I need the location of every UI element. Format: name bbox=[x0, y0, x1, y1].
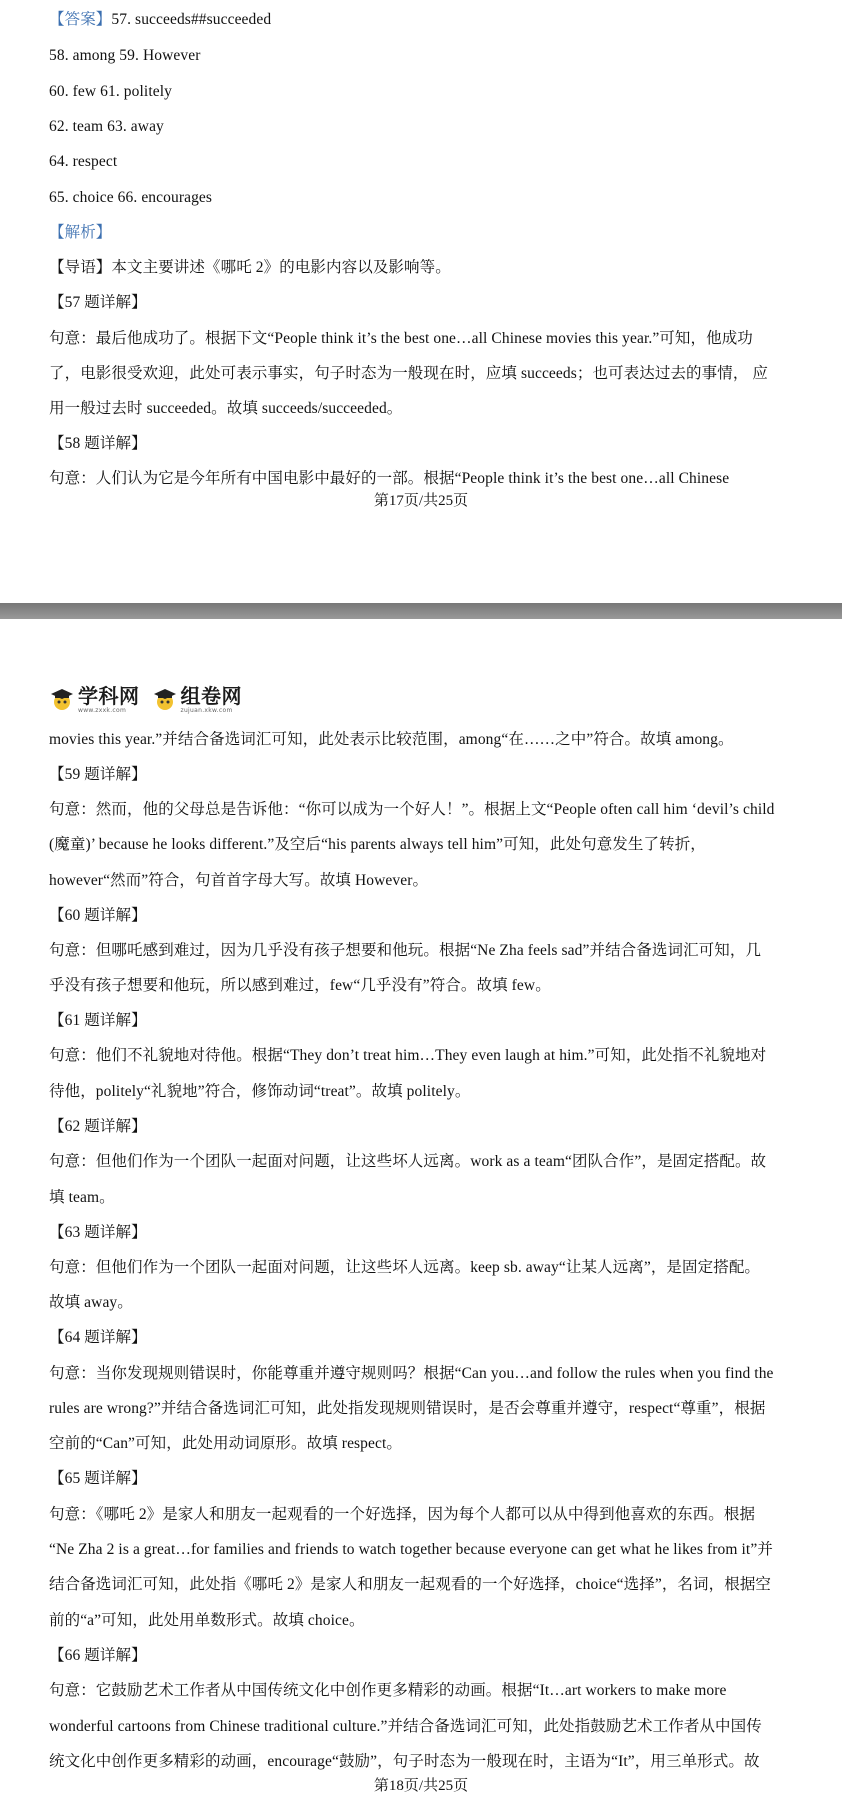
section-heading: 【66 题详解】 bbox=[49, 1647, 147, 1664]
answer-line: 64. respect bbox=[49, 153, 118, 170]
page-separator bbox=[0, 603, 842, 619]
explanation-line: 了，电影很受欢迎，此处可表示事实，句子时态为一般现在时，应填 succeeds；也可表达过去的事情， 应 bbox=[49, 365, 769, 382]
answer-line: 62. team 63. away bbox=[49, 118, 164, 135]
explanation-line: 前的“a”可知，此处用单数形式。故填 choice。 bbox=[49, 1612, 365, 1629]
explanation-line: 待他，politely“礼貌地”符合，修饰动词“treat”。故填 politely。 bbox=[49, 1083, 471, 1100]
explanation-line: 用一般过去时 succeeded。故填 succeeds/succeeded。 bbox=[49, 400, 403, 417]
guide-text: 【导语】本文主要讲述《哪吒 2》的电影内容以及影响等。 bbox=[49, 259, 451, 276]
logo-name: 组卷网 bbox=[180, 684, 242, 708]
logo-xuekewang bbox=[49, 686, 140, 714]
graduate-cap-icon bbox=[152, 686, 178, 712]
explanation-line: 句意：当你发现规则错误时，你能尊重并遵守规则吗？根据“Can you…and follow the rules when you find the bbox=[49, 1365, 774, 1382]
answer-line: 65. choice 66. encourages bbox=[49, 189, 213, 206]
section-heading: 【62 题详解】 bbox=[49, 1118, 147, 1135]
explanation-line: 结合备选词汇可知，此处指《哪吒 2》是家人和朋友一起观看的一个好选择，choice“选择”，名词，根据空 bbox=[49, 1576, 772, 1593]
logo-name: 学科网 bbox=[78, 684, 140, 708]
section-heading: 【60 题详解】 bbox=[49, 907, 147, 924]
explanation-line: 故填 away。 bbox=[49, 1294, 133, 1311]
answer-line bbox=[49, 10, 271, 30]
explanation-line: 统文化中创作更多精彩的动画，encourage“鼓励”，句子时态为一般现在时，主语为“It”，用三单形式。故 bbox=[49, 1753, 760, 1770]
answer-label: 【答案】 bbox=[49, 11, 112, 28]
explanation-line: 句意：人们认为它是今年所有中国电影中最好的一部。根据“People think it’s the best one…all Chinese bbox=[49, 470, 730, 487]
logo-url: www.zxxk.com bbox=[78, 707, 127, 714]
explanation-line: 句意：但哪吒感到难过，因为几乎没有孩子想要和他玩。根据“Ne Zha feels sad”并结合备选词汇可知，几 bbox=[49, 942, 762, 959]
explanation-line: 填 team。 bbox=[49, 1189, 115, 1206]
explanation-line: 乎没有孩子想要和他玩，所以感到难过，few“几乎没有”符合。故填 few。 bbox=[49, 977, 551, 994]
page-footer: 第18页/共25页 bbox=[373, 1778, 469, 1794]
explanation-line: 句意：但他们作为一个团队一起面对问题，让这些坏人远离。work as a team“团队合作”，是固定搭配。故 bbox=[49, 1153, 767, 1170]
explanation-line: 句意：他们不礼貌地对待他。根据“They don’t treat him…They even laugh at him.”可知，此处指不礼貌地对 bbox=[49, 1047, 767, 1064]
answer-text: 57. succeeds##succeeded bbox=[111, 11, 272, 28]
page-footer: 第17页/共25页 bbox=[373, 493, 469, 509]
explanation-line: wonderful cartoons from Chinese traditional culture.”并结合备选词汇可知，此处指鼓励艺术工作者从中国传 bbox=[49, 1718, 762, 1735]
explanation-line: (魔童)’ because he looks different.”及空后“his parents always tell him”可知，此处句意发生了转折， bbox=[49, 836, 706, 853]
explanation-line: 句意：《哪吒 2》是家人和朋友一起观看的一个好选择，因为每个人都可以从中得到他喜欢的东西。根据 bbox=[49, 1506, 756, 1523]
header-logos bbox=[49, 686, 242, 718]
explanation-line: 句意：最后他成功了。根据下文“People think it’s the best one…all Chinese movies this year.”可知，他成功 bbox=[49, 330, 753, 347]
section-heading: 【65 题详解】 bbox=[49, 1470, 147, 1487]
logo-url: zujuan.xkw.com bbox=[180, 707, 233, 714]
section-heading: 【61 题详解】 bbox=[49, 1012, 147, 1029]
section-heading: 【64 题详解】 bbox=[49, 1329, 147, 1346]
section-heading: 【58 题详解】 bbox=[49, 435, 147, 452]
explanation-line: however“然而”符合，句首首字母大写。故填 However。 bbox=[49, 872, 429, 889]
explanation-line: 句意：它鼓励艺术工作者从中国传统文化中创作更多精彩的动画。根据“It…art workers to make more bbox=[49, 1682, 727, 1699]
explanation-line: movies this year.”并结合备选词汇可知，此处表示比较范围，among“在……之中”符合。故填 among。 bbox=[49, 731, 734, 748]
analysis-label: 【解析】 bbox=[49, 224, 112, 241]
graduate-cap-icon bbox=[49, 686, 75, 712]
section-heading: 【57 题详解】 bbox=[49, 294, 147, 311]
explanation-line: 句意：但他们作为一个团队一起面对问题，让这些坏人远离。keep sb. away“让某人远离”，是固定搭配。 bbox=[49, 1259, 761, 1276]
section-heading: 【63 题详解】 bbox=[49, 1224, 147, 1241]
logo-zujuanwang bbox=[152, 686, 243, 714]
explanation-line: 空前的“Can”可知，此处用动词原形。故填 respect。 bbox=[49, 1435, 402, 1452]
section-heading: 【59 题详解】 bbox=[49, 766, 147, 783]
explanation-line: “Ne Zha 2 is a great…for families and friends to watch together because everyone can get what he likes from it”并 bbox=[49, 1541, 773, 1558]
answer-line: 60. few 61. politely bbox=[49, 83, 172, 100]
answer-line: 58. among 59. However bbox=[49, 47, 201, 64]
explanation-line: rules are wrong?”并结合备选词汇可知，此处指发现规则错误时，是否会尊重并遵守，respect“尊重”，根据 bbox=[49, 1400, 766, 1417]
explanation-line: 句意：然而，他的父母总是告诉他：“你可以成为一个好人！”。根据上文“People often call him ‘devil’s child bbox=[49, 801, 775, 818]
